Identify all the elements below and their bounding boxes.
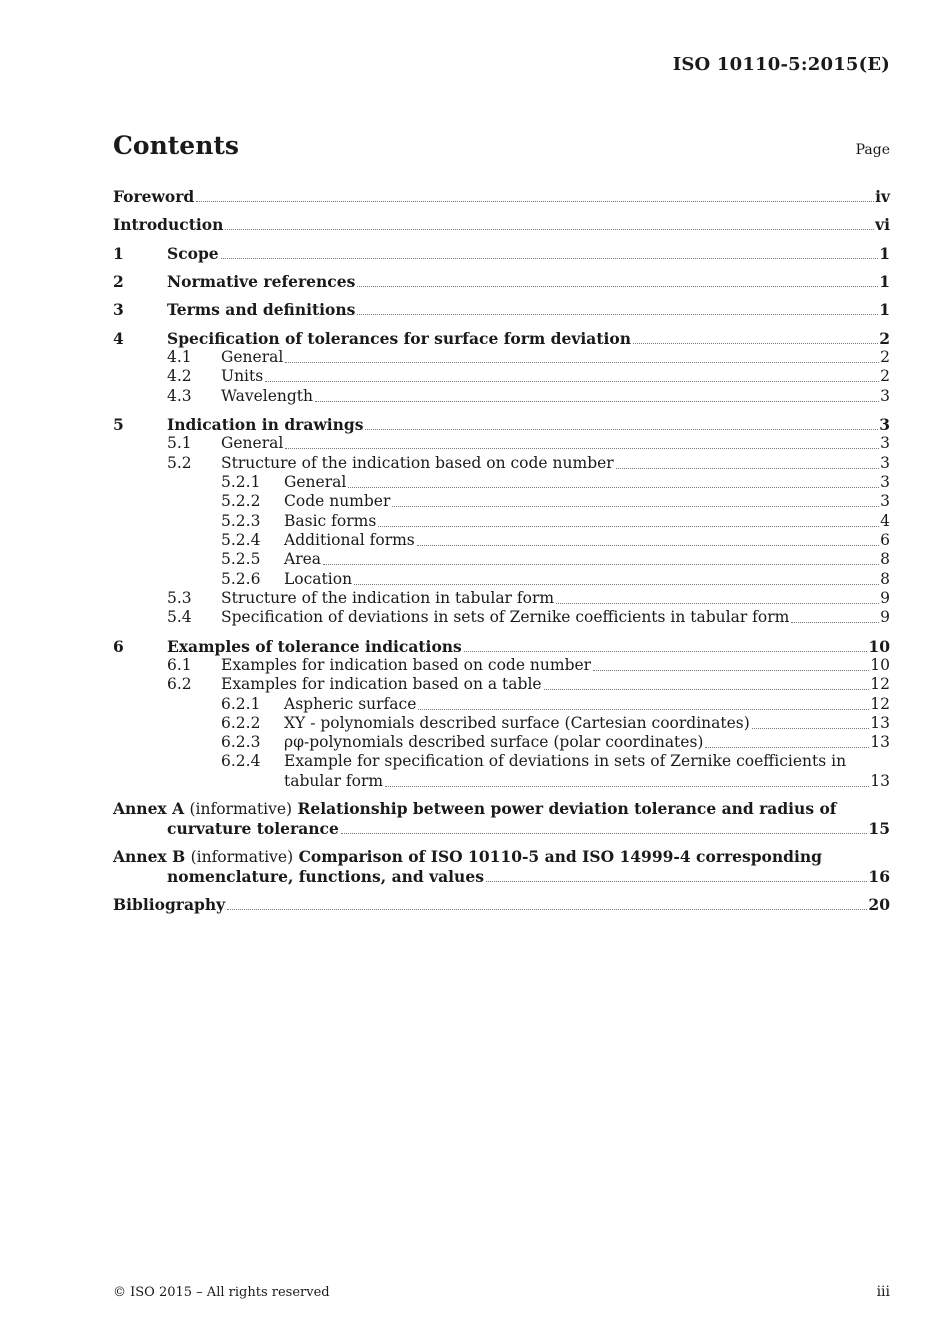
toc-title: Wavelength bbox=[221, 387, 314, 405]
toc-entry-5[interactable] bbox=[113, 414, 890, 434]
toc-title: Scope bbox=[167, 244, 219, 263]
toc-entry-6-1[interactable] bbox=[113, 655, 890, 675]
toc-page: 1 bbox=[879, 300, 890, 319]
toc-entry-5-2[interactable] bbox=[113, 453, 890, 473]
dot-leader bbox=[593, 669, 869, 671]
dot-leader bbox=[221, 257, 879, 259]
toc-number: 1 bbox=[113, 244, 124, 263]
dot-leader bbox=[365, 428, 878, 430]
toc-title: Specification of tolerances for surface form deviation bbox=[167, 329, 631, 348]
toc-entry-2[interactable] bbox=[113, 271, 890, 291]
toc-entry-4[interactable] bbox=[113, 328, 890, 348]
dot-leader bbox=[418, 708, 869, 710]
toc-entry-5-2-5[interactable] bbox=[113, 549, 890, 569]
toc-page: iv bbox=[875, 187, 890, 206]
toc-number: 5.3 bbox=[167, 589, 192, 607]
toc-number: 5.2.4 bbox=[221, 531, 261, 549]
toc-page: 9 bbox=[880, 589, 890, 607]
toc-title: Location bbox=[284, 570, 353, 588]
toc-entry-5-1[interactable] bbox=[113, 433, 890, 453]
toc-page: 1 bbox=[879, 272, 890, 291]
dot-leader bbox=[348, 486, 879, 488]
toc-number: 5.2.2 bbox=[221, 492, 261, 510]
copyright-notice: © ISO 2015 – All rights reserved bbox=[113, 1285, 330, 1300]
toc-entry-annex-b-line2[interactable] bbox=[113, 866, 890, 886]
toc-title: Structure of the indication in tabular form bbox=[221, 589, 555, 607]
dot-leader bbox=[705, 746, 869, 748]
toc-number: 4.3 bbox=[167, 387, 192, 405]
toc-page: 6 bbox=[880, 531, 890, 549]
toc-title: Units bbox=[221, 367, 264, 385]
toc-title: Normative references bbox=[167, 272, 356, 291]
toc-entry-6-2-1[interactable] bbox=[113, 694, 890, 714]
toc-title: General bbox=[221, 434, 284, 452]
toc-title: Code number bbox=[284, 492, 391, 510]
dot-leader bbox=[544, 688, 870, 690]
toc-page: vi bbox=[875, 215, 890, 234]
toc-page: 12 bbox=[870, 695, 890, 713]
toc-title: Bibliography bbox=[113, 895, 226, 914]
toc-number: 5.1 bbox=[167, 434, 192, 452]
toc-title: Examples for indication based on a table bbox=[221, 675, 542, 693]
toc-page: 2 bbox=[880, 348, 890, 366]
toc-title: Terms and definitions bbox=[167, 300, 356, 319]
toc-number: 2 bbox=[113, 272, 124, 291]
toc-page: 12 bbox=[870, 675, 890, 693]
toc-entry-5-2-4[interactable] bbox=[113, 530, 890, 550]
toc-title: tabular form bbox=[284, 772, 384, 790]
dot-leader bbox=[354, 583, 879, 585]
dot-leader bbox=[752, 727, 869, 729]
toc-page: 20 bbox=[868, 895, 890, 914]
dot-leader bbox=[616, 467, 879, 469]
dot-leader bbox=[464, 650, 868, 652]
contents-heading: Contents bbox=[113, 131, 240, 160]
dot-leader bbox=[285, 447, 879, 449]
annex-type: (informative) bbox=[190, 848, 294, 866]
toc-number: 5.2.6 bbox=[221, 570, 261, 588]
toc-entry-6-2-3[interactable] bbox=[113, 732, 890, 752]
toc-entry-5-2-1[interactable] bbox=[113, 472, 890, 492]
toc-title: nomenclature, functions, and values bbox=[167, 867, 484, 886]
toc-entry-6[interactable] bbox=[113, 636, 890, 656]
toc-entry-6-2-2[interactable] bbox=[113, 713, 890, 733]
toc-title: XY - polynomials described surface (Cartesian coordinates) bbox=[284, 714, 750, 732]
toc-number: 4.2 bbox=[167, 367, 192, 385]
dot-leader bbox=[227, 908, 867, 910]
toc-number: 6.1 bbox=[167, 656, 192, 674]
toc-entry-1[interactable] bbox=[113, 243, 890, 263]
toc-entry-annex-b-line1[interactable] bbox=[113, 847, 890, 867]
toc-entry-annex-a-line2[interactable] bbox=[113, 818, 890, 838]
toc-number: 4.1 bbox=[167, 348, 192, 366]
toc-entry-5-2-6[interactable] bbox=[113, 569, 890, 589]
toc-title: Additional forms bbox=[284, 531, 415, 549]
toc-entry-6-2-4-line1[interactable] bbox=[113, 751, 890, 771]
dot-leader bbox=[196, 200, 874, 202]
dot-leader bbox=[315, 400, 879, 402]
toc-number: 5 bbox=[113, 415, 124, 434]
page-column-label: Page bbox=[855, 142, 890, 158]
dot-leader bbox=[417, 544, 879, 546]
toc-page: 15 bbox=[868, 819, 890, 838]
dot-leader bbox=[265, 380, 879, 382]
toc-number: 5.4 bbox=[167, 608, 192, 626]
dot-leader bbox=[378, 525, 879, 527]
toc-entry-4-1[interactable] bbox=[113, 347, 890, 367]
toc-title: Specification of deviations in sets of Zernike coefficients in tabular form bbox=[221, 608, 790, 626]
toc-number: 5.2.5 bbox=[221, 550, 261, 568]
toc-number: 5.2.1 bbox=[221, 473, 261, 491]
dot-leader bbox=[392, 505, 879, 507]
toc-entry-4-3[interactable] bbox=[113, 386, 890, 406]
toc-page: 13 bbox=[870, 772, 890, 790]
toc-number: 5.2 bbox=[167, 454, 192, 472]
dot-leader bbox=[285, 361, 879, 363]
toc-title: General bbox=[284, 473, 347, 491]
toc-title: Example for specification of deviations in sets of Zernike coefficients in bbox=[284, 752, 847, 770]
toc-page: 4 bbox=[880, 512, 890, 530]
toc-entry-6-2[interactable] bbox=[113, 674, 890, 694]
toc-number: 5.2.3 bbox=[221, 512, 261, 530]
toc-title: Foreword bbox=[113, 187, 195, 206]
dot-leader bbox=[341, 832, 868, 834]
toc-number: 4 bbox=[113, 329, 124, 348]
toc-entry-3[interactable] bbox=[113, 299, 890, 319]
toc-page: 3 bbox=[880, 473, 890, 491]
toc-entry-6-2-4-line2[interactable] bbox=[113, 771, 890, 791]
annex-label: Annex B bbox=[113, 847, 186, 866]
toc-number: 6.2.3 bbox=[221, 733, 261, 751]
toc-number: 6.2.2 bbox=[221, 714, 261, 732]
dot-leader bbox=[357, 285, 878, 287]
toc-page: 3 bbox=[880, 387, 890, 405]
toc-page: 8 bbox=[880, 570, 890, 588]
toc-entry-5-2-3[interactable] bbox=[113, 511, 890, 531]
toc-title: Structure of the indication based on code number bbox=[221, 454, 614, 472]
dot-leader bbox=[357, 313, 878, 315]
toc-page: 13 bbox=[870, 733, 890, 751]
annex-label: Annex A bbox=[113, 799, 185, 818]
toc-title: curvature tolerance bbox=[167, 819, 339, 838]
toc-entry-annex-a-line1[interactable] bbox=[113, 799, 890, 819]
dot-leader bbox=[791, 621, 879, 623]
toc-page: 10 bbox=[868, 637, 890, 656]
dot-leader bbox=[556, 602, 879, 604]
toc-entry-foreword[interactable] bbox=[113, 186, 890, 206]
toc-title: Indication in drawings bbox=[167, 415, 364, 434]
toc-page: 2 bbox=[879, 329, 890, 348]
toc-page: 9 bbox=[880, 608, 890, 626]
toc-entry-5-2-2[interactable] bbox=[113, 491, 890, 511]
toc-page: 8 bbox=[880, 550, 890, 568]
toc-title: Aspheric surface bbox=[284, 695, 417, 713]
dot-leader bbox=[633, 342, 878, 344]
toc-title: ρφ-polynomials described surface (polar coordinates) bbox=[284, 733, 704, 751]
toc-number: 3 bbox=[113, 300, 124, 319]
annex-title: Relationship between power deviation tolerance and radius of bbox=[297, 799, 837, 818]
dot-leader bbox=[323, 563, 879, 565]
toc-page: 3 bbox=[880, 454, 890, 472]
annex-type: (informative) bbox=[189, 800, 293, 818]
document-id: ISO 10110-5:2015(E) bbox=[672, 54, 890, 75]
toc-page: 3 bbox=[880, 492, 890, 510]
toc-entry-bibliography[interactable] bbox=[113, 894, 890, 914]
toc-title: Basic forms bbox=[284, 512, 377, 530]
toc-title bbox=[113, 847, 822, 867]
toc-page: 3 bbox=[879, 415, 890, 434]
page-number: iii bbox=[876, 1284, 890, 1300]
dot-leader bbox=[486, 880, 868, 882]
toc-title: Introduction bbox=[113, 215, 224, 234]
toc-number: 6.2.1 bbox=[221, 695, 261, 713]
toc-page: 16 bbox=[868, 867, 890, 886]
toc-number: 6 bbox=[113, 637, 124, 656]
toc-page: 13 bbox=[870, 714, 890, 732]
toc-entry-4-2[interactable] bbox=[113, 366, 890, 386]
toc-page: 1 bbox=[879, 244, 890, 263]
annex-title: Comparison of ISO 10110-5 and ISO 14999-4 corresponding bbox=[298, 847, 822, 866]
toc-page: 3 bbox=[880, 434, 890, 452]
toc-entry-introduction[interactable] bbox=[113, 214, 890, 234]
toc-page: 2 bbox=[880, 367, 890, 385]
dot-leader bbox=[225, 228, 874, 230]
toc-number: 6.2 bbox=[167, 675, 192, 693]
toc-entry-5-4[interactable] bbox=[113, 607, 890, 627]
toc-title: Examples for indication based on code number bbox=[221, 656, 592, 674]
toc-number: 6.2.4 bbox=[221, 752, 261, 770]
toc-page: 10 bbox=[870, 656, 890, 674]
toc-entry-5-3[interactable] bbox=[113, 588, 890, 608]
dot-leader bbox=[385, 785, 869, 787]
toc-title: Area bbox=[284, 550, 322, 568]
toc-title: Examples of tolerance indications bbox=[167, 637, 462, 656]
toc-title bbox=[113, 799, 836, 819]
toc-title: General bbox=[221, 348, 284, 366]
